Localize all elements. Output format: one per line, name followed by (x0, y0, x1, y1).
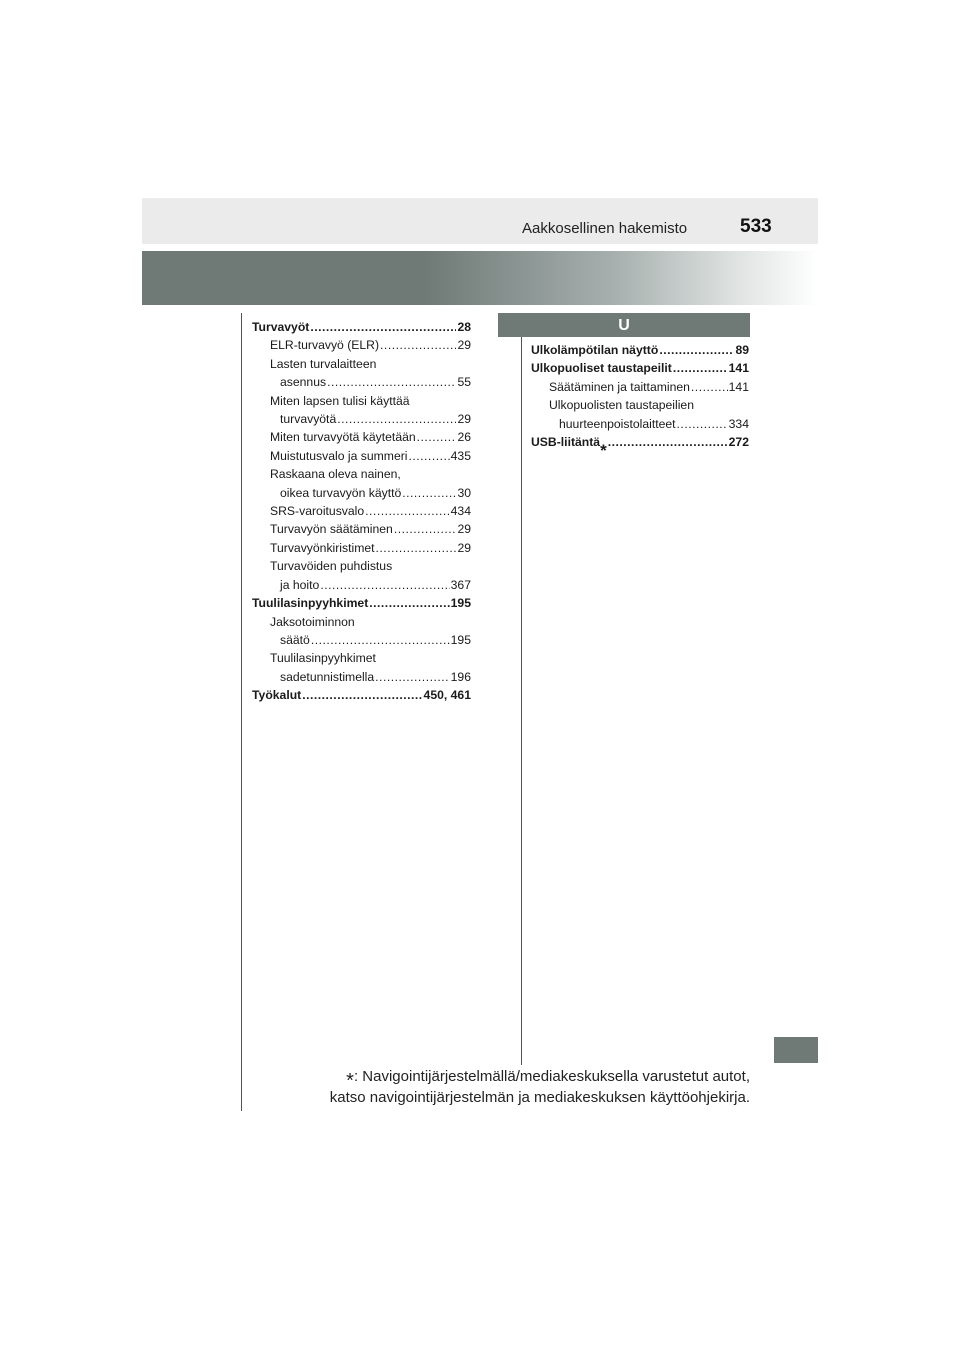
index-subentry (252, 557, 471, 594)
dot-leader (365, 502, 450, 520)
dot-leader (380, 336, 456, 354)
entry-page-number: 334 (728, 416, 749, 431)
entry-label: Turvavyöt (252, 320, 310, 334)
dot-leader (673, 359, 728, 377)
entry-page-number: 29 (457, 540, 471, 555)
footnote-line-2: katso navigointijärjestelmän ja mediakeskuksen käyttöohjekirja. (329, 1089, 750, 1106)
entry-label-line: Tuulilasinpyyhkimet (270, 651, 376, 666)
left-index-column (252, 318, 471, 705)
entry-label: Ulkopuoliset taustapeilit (531, 361, 672, 376)
entry-label: turvavyötä (280, 412, 337, 427)
entry-page-number: 195 (450, 632, 471, 647)
entry-page-number: 435 (450, 448, 471, 463)
dot-leader (417, 428, 457, 446)
index-subentry (252, 428, 471, 446)
entry-label: ja hoito (280, 577, 320, 592)
index-subentry (252, 502, 471, 520)
entry-label: SRS-varoitusvalo (270, 504, 365, 519)
index-entry (252, 318, 471, 336)
index-entry (531, 341, 749, 359)
entry-label: USB-liitäntä (531, 435, 601, 450)
entry-page-number: 450, 461 (423, 688, 471, 703)
index-entry: USB-liitäntä * ..... 272 (531, 433, 749, 451)
entry-page-number: 141 (728, 361, 749, 376)
index-subentry (531, 396, 749, 433)
index-subentry (252, 539, 471, 557)
entry-label: Tuulilasinpyyhkimet (252, 596, 369, 611)
left-margin-line (241, 313, 242, 1111)
dot-leader (608, 433, 728, 451)
index-entry (252, 594, 471, 612)
entry-label: Miten turvavyötä käytetään (270, 430, 416, 445)
entry-label-line: Raskaana oleva nainen, (270, 467, 401, 482)
dot-leader (369, 594, 449, 612)
index-subentry (252, 447, 471, 465)
index-subentry (252, 355, 471, 392)
entry-page-number: 29 (457, 338, 471, 353)
index-subentry (252, 392, 471, 429)
entry-page-number: 55 (457, 375, 471, 390)
section-letter-bar: U (498, 313, 750, 337)
entry-page-number: 29 (457, 522, 471, 537)
index-subentry (252, 613, 471, 650)
column-divider (521, 313, 522, 1065)
entry-label: Muistutusvalo ja summeri (270, 448, 408, 463)
entry-page-number: 434 (450, 504, 471, 519)
index-subentry (252, 336, 471, 354)
entry-label: ELR-turvavyö (ELR) (270, 338, 380, 353)
entry-page-number: 28 (457, 320, 471, 334)
index-entry (252, 686, 471, 704)
footnote-star: * (346, 1070, 354, 1092)
page-number: 533 (740, 216, 772, 237)
entry-page-number: 272 (728, 435, 749, 450)
entry-page-number: 195 (450, 596, 471, 611)
entry-page-number: 196 (450, 669, 471, 684)
entry-label-line: Jaksotoiminnon (270, 614, 355, 629)
entry-page-number: 367 (450, 577, 471, 592)
footnote (300, 1066, 750, 1108)
dot-leader (311, 631, 450, 649)
dot-leader (375, 668, 449, 686)
right-index-column (531, 341, 749, 461)
entry-label: Työkalut (252, 688, 302, 703)
entry-page-number: 89 (735, 343, 749, 357)
entry-label: Turvavyönkiristimet (270, 540, 375, 555)
entry-label: asennus (280, 375, 327, 390)
entry-label-line: Turvavöiden puhdistus (270, 559, 393, 574)
index-subentry (252, 520, 471, 538)
dot-leader (320, 576, 449, 594)
index-subentry (252, 649, 471, 686)
entry-label: Ulkolämpötilan näyttö (531, 343, 659, 357)
dot-leader (409, 447, 450, 465)
entry-page-number: 26 (457, 430, 471, 445)
entry-label: sadetunnistimella (280, 669, 375, 684)
entry-label: oikea turvavyön käyttö (280, 485, 402, 500)
dot-leader (327, 373, 456, 391)
dot-leader (394, 520, 457, 538)
dot-leader (310, 318, 456, 336)
entry-page-number: 141 (728, 379, 749, 394)
chapter-banner (142, 251, 818, 305)
entry-page-number: 30 (457, 485, 471, 500)
entry-page-number: 29 (457, 412, 471, 427)
entry-label: säätö (280, 632, 310, 647)
index-subentry (531, 378, 749, 396)
dot-leader (691, 378, 728, 396)
dot-leader (337, 410, 456, 428)
entry-label: Turvavyön säätäminen (270, 522, 393, 537)
entry-label: Säätäminen ja taittaminen (549, 379, 690, 394)
dot-leader (376, 539, 457, 557)
footnote-line-1: : Navigointijärjestelmällä/mediakeskuksella varustetut autot, (353, 1068, 750, 1085)
entry-label-line: Lasten turvalaitteen (270, 356, 377, 371)
dot-leader (659, 341, 734, 359)
entry-label-line: Miten lapsen tulisi käyttää (270, 393, 410, 408)
header-title: Aakkosellinen hakemisto (522, 220, 688, 237)
chapter-side-tab (774, 1037, 818, 1063)
header-bar (142, 198, 818, 244)
dot-leader (402, 484, 456, 502)
dot-leader (677, 415, 728, 433)
entry-label: huurteenpoistolaitteet (559, 416, 676, 431)
index-subentry (252, 465, 471, 502)
dot-leader (302, 686, 422, 704)
index-entry (531, 359, 749, 377)
entry-label-line: Ulkopuolisten taustapeilien (549, 398, 694, 413)
